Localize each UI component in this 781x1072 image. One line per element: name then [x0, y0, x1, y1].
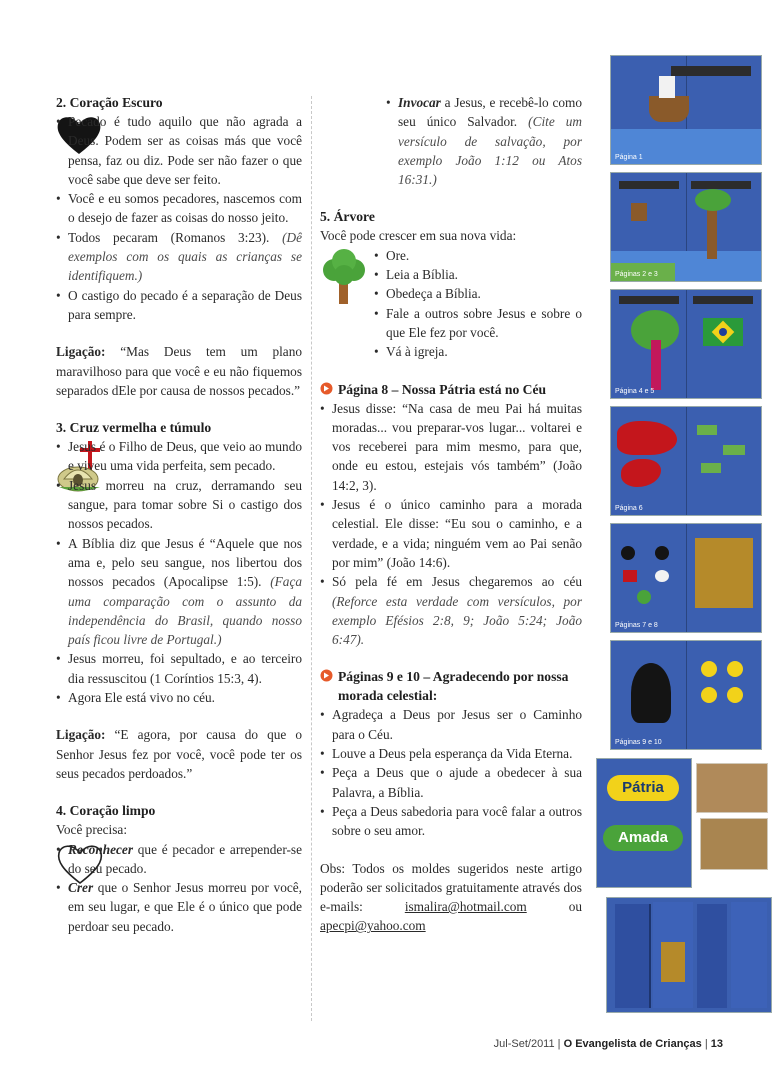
photo-caption: Páginas 9 e 10 [615, 739, 662, 746]
section-coracao-limpo-continued [320, 93, 582, 189]
section-title: 5. Árvore [320, 209, 375, 225]
list-item: • Você e eu somos pecadores, nascemos com o desejo de fazer as coisas do nosso jeito. [56, 189, 302, 228]
ligacao-label: Ligação: [56, 727, 106, 743]
section-coracao-limpo [56, 801, 302, 936]
arrow-right-icon [320, 382, 333, 395]
section-arvore [320, 207, 582, 361]
bullet-text: Todos pecaram (Romanos 3:23). [68, 229, 270, 245]
list-item: • Jesus morreu, foi sepultado, e ao terceiro dia ressuscitou (1 Coríntios 15:3, 4). [56, 649, 302, 688]
section-coracao-escuro [56, 93, 302, 324]
list-item: • O castigo do pecado é a separação de Deus para sempre. [56, 286, 302, 325]
list-item [320, 572, 582, 649]
bullet-keyword: Reconhecer [68, 841, 133, 857]
list-item: • Agora Ele está vivo no céu. [56, 688, 302, 707]
list-item: • Jesus morreu na cruz, derramando seu sangue, para tomar sobre Si o castigo dos nossos pecados. [56, 476, 302, 534]
photo-pages-9-10 [610, 640, 762, 750]
section-intro: Você pode crescer em sua nova vida: [320, 228, 517, 244]
ligacao-paragraph [56, 725, 302, 783]
bullet-note: (Dê exemplos com os quais as crianças se identifiquem.) [68, 229, 302, 284]
list-item [386, 93, 582, 189]
footer-date: Jul-Set/2011 [493, 1038, 555, 1050]
list-item: • Agradeça a Deus por Jesus ser o Caminho para o Céu. [320, 705, 582, 744]
bullet-text: que é pecador e arrepender-se do seu pecado. [68, 841, 302, 876]
section-intro: Você precisa: [56, 822, 128, 838]
photo-caption: Página 1 [615, 154, 643, 161]
list-item: • Jesus disse: “Na casa de meu Pai há muitas moradas... vou preparar-vos lugar... voltarei e vos receberei para mim mesmo, para que, onde eu estou, estejais vós também” (João 14:2, 3). [320, 399, 582, 495]
list-item: • Jesus é o único caminho para a morada celestial. Ele disse: “Eu sou o caminho, e a verdade, e a vida; ninguém vem ao Pai senão por mim” (João 14:6). [320, 495, 582, 572]
section-title: 4. Coração limpo [56, 803, 156, 819]
arrow-right-icon [320, 669, 333, 682]
obs-paragraph [320, 859, 582, 936]
flag-word-patria: Pátria [607, 775, 679, 801]
section-title: Página 8 – Nossa Pátria está no Céu [338, 381, 547, 397]
footer-magazine: O Evangelista de Crianças [563, 1038, 702, 1050]
list-item [56, 534, 302, 650]
list-item: • Ore. [374, 246, 582, 265]
right-column [320, 93, 582, 936]
email-link-2[interactable]: apecpi@yahoo.com [320, 918, 426, 934]
flag-word-amada: Amada [603, 825, 683, 851]
list-item: • Peça a Deus que o ajude a obedecer à sua Palavra, a Bíblia. [320, 763, 582, 802]
footer-separator: | [557, 1038, 561, 1050]
photo-caption: Página 6 [615, 505, 643, 512]
photo-pages-4-5 [610, 289, 762, 399]
ligacao-text: “Mas Deus tem um plano maravilhoso para que você e eu não fiquemos separados dEle por causa de nossos pecados.” [56, 344, 302, 398]
list-item: • Obedeça a Bíblia. [374, 284, 582, 303]
list-item [56, 878, 302, 936]
photo-cardboard-2 [700, 818, 768, 870]
ligacao-label: Ligação: [56, 344, 106, 360]
photo-patria-amada [596, 758, 692, 888]
ligacao-paragraph [56, 342, 302, 400]
section-pagina-8 [320, 380, 582, 650]
tree-icon [320, 248, 368, 306]
list-item: • Vá à igreja. [374, 342, 582, 361]
bullet-text: a Jesus, e recebê-lo como seu único Salvador. [398, 95, 582, 130]
obs-or: ou [568, 899, 582, 915]
photo-caption: Páginas 7 e 8 [615, 622, 658, 629]
photo-book-open [606, 897, 772, 1013]
list-item: • Jesus é o Filho de Deus, que veio ao mundo e viveu uma vida perfeita, sem pecado. [56, 437, 302, 476]
photo-caption: Páginas 2 e 3 [615, 271, 658, 278]
list-item: • Louve a Deus pela esperança da Vida Eterna. [320, 744, 582, 763]
photo-cardboard-1 [696, 763, 768, 813]
bullet-keyword: Invocar [398, 95, 441, 110]
bullet-text: que o Senhor Jesus morreu por você, em seu lugar, e que Ele é o único que pode perdoar seu pecado. [68, 880, 302, 934]
list-item [56, 228, 302, 286]
section-paginas-9-10 [320, 667, 582, 840]
photo-caption: Página 4 e 5 [615, 388, 655, 395]
photo-pages-7-8 [610, 523, 762, 633]
page-footer [494, 1038, 723, 1050]
list-item: • Pecado é tudo aquilo que não agrada a Deus. Podem ser as coisas más que você pensa, faz ou diz. Pode ser não fazer o que você sabe que deve ser feito. [56, 112, 302, 189]
bullet-keyword: Crer [68, 880, 94, 896]
section-cruz-tumulo [56, 418, 302, 707]
email-link-1[interactable]: ismalira@hotmail.com [404, 899, 527, 915]
photo-page-1 [610, 55, 762, 165]
bullet-text: A Bíblia diz que Jesus é “Aquele que nos ama e, pelo seu sangue, nos libertou dos nossos pecados (Apocalipse 1:5). [68, 535, 302, 590]
section-title: 2. Coração Escuro [56, 95, 163, 110]
bullet-text: Só pela fé em Jesus chegaremos ao céu [332, 574, 582, 590]
bullet-note: (Reforce esta verdade com versículos, por exemplo Efésios 2:8, 9; João 5:24; João 6:47). [332, 593, 582, 648]
footer-separator: | [704, 1038, 708, 1050]
obs-text: Obs: Todos os moldes sugeridos neste artigo poderão ser solicitados gratuitamente através dos e-mails: [320, 860, 582, 915]
bullet-note: (Cite um versículo de salvação, por exemplo João 1:12 ou Atos 16:31.) [398, 114, 582, 188]
bullet-note: (Faça uma comparação com o assunto da independência do Brasil, quando nosso país ficou livre de Portugal.) [68, 574, 302, 648]
list-item: • Leia a Bíblia. [374, 265, 582, 284]
list-item: • Peça a Deus sabedoria para você falar a outros sobre o seu amor. [320, 802, 582, 841]
column-divider [311, 96, 312, 1021]
ligacao-text: “E agora, por causa do que o Senhor Jesus fez por você, você pode ter os seus pecados perdoados.” [56, 727, 302, 781]
list-item: • Fale a outros sobre Jesus e sobre o que Ele fez por você. [374, 304, 582, 343]
photo-pages-2-3 [610, 172, 762, 282]
photo-page-6 [610, 406, 762, 516]
left-column [56, 93, 302, 936]
section-title: Páginas 9 e 10 – Agradecendo por nossa morada celestial: [338, 669, 569, 704]
footer-page-number: 13 [710, 1038, 723, 1050]
list-item [56, 840, 302, 879]
section-title: 3. Cruz vermelha e túmulo [56, 420, 212, 436]
